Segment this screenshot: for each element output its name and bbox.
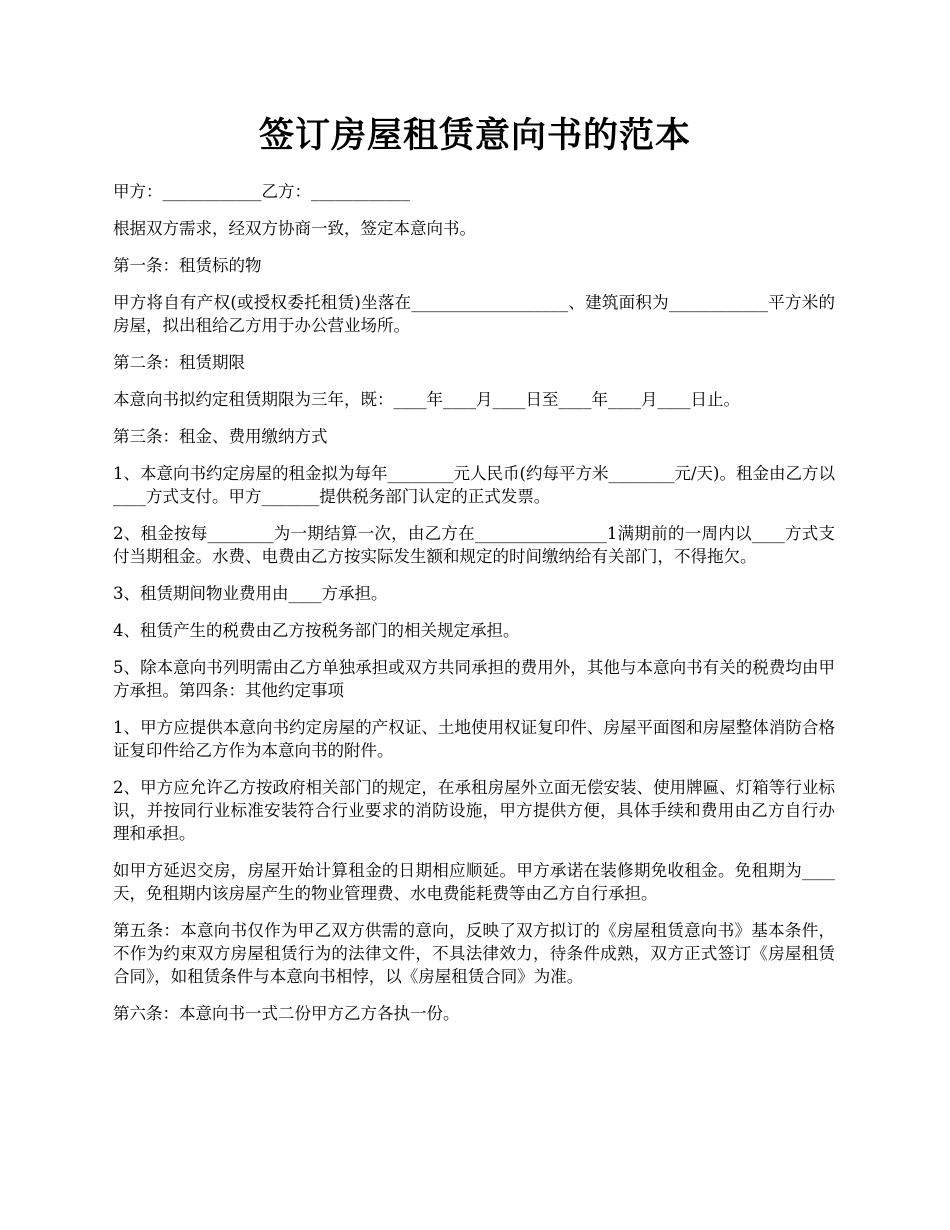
article-3-heading: 第三条：租金、费用缴纳方式 [113,427,328,446]
preamble: 根据双方需求，经双方协商一致，签定本意向书。 [113,219,476,238]
article-4-delay-clause: 如甲方延迟交房，房屋开始计算租金的日期相应顺延。甲方承诺在装修期免收租金。免租期为____天，免租期内该房屋产生的物业管理费、水电费能耗费等由乙方自行承担。 [113,861,835,903]
article-3-item-1: 1、本意向书约定房屋的租金拟为每年________元人民币(约每平方米________元/天)。租金由乙方以____方式支付。甲方_______提供税务部门认定的正式发票。 [113,464,835,506]
parties-line: 甲方：____________乙方：____________ [113,182,410,201]
article-3-item-4: 4、租赁产生的税费由乙方按税务部门的相关规定承担。 [113,621,520,640]
article-3-item-2: 2、租金按每________为一期结算一次，由乙方在________________1满期前的一周内以____方式支付当期租金。水费、电费由乙方按实际发生额和规定的时间缴纳给有关部门，不得拖欠。 [113,524,835,566]
article-3-item-5: 5、除本意向书列明需由乙方单独承担或双方共同承担的费用外，其他与本意向书有关的税费均由甲方承担。第四条：其他约定事项 [113,658,835,700]
document-body [113,180,835,1039]
document-title: 签订房屋租赁意向书的范本 [258,115,691,156]
article-6: 第六条：本意向书一式二份甲方乙方各执一份。 [113,1004,460,1023]
article-2-body: 本意向书拟约定租赁期限为三年，既：____年____月____日至____年____月____日止。 [113,390,740,409]
article-5: 第五条：本意向书仅作为甲乙双方供需的意向，反映了双方拟订的《房屋租赁意向书》基本条件，不作为约束双方房屋租赁行为的法律文件，不具法律效力，待条件成熟，双方正式签订《房屋租赁合同》，如租赁条件与本意向书相悖，以《房屋租赁合同》为准。 [113,921,835,986]
article-3-item-3: 3、租赁期间物业费用由____方承担。 [113,584,388,603]
article-1-body: 甲方将自有产权(或授权委托租赁)坐落在___________________、建筑面积为____________平方米的房屋，拟出租给乙方用于办公营业场所。 [113,293,835,335]
article-2-heading: 第二条：租赁期限 [113,353,245,372]
article-1-heading: 第一条：租赁标的物 [113,256,262,275]
article-4-item-2: 2、甲方应允许乙方按政府相关部门的规定，在承租房屋外立面无偿安装、使用牌匾、灯箱等行业标识，并按同行业标准安装符合行业要求的消防设施，甲方提供方便，具体手续和费用由乙方自行办理和承担。 [113,778,835,843]
article-4-item-1: 1、甲方应提供本意向书约定房屋的产权证、土地使用权证复印件、房屋平面图和房屋整体消防合格证复印件给乙方作为本意向书的附件。 [113,718,835,760]
